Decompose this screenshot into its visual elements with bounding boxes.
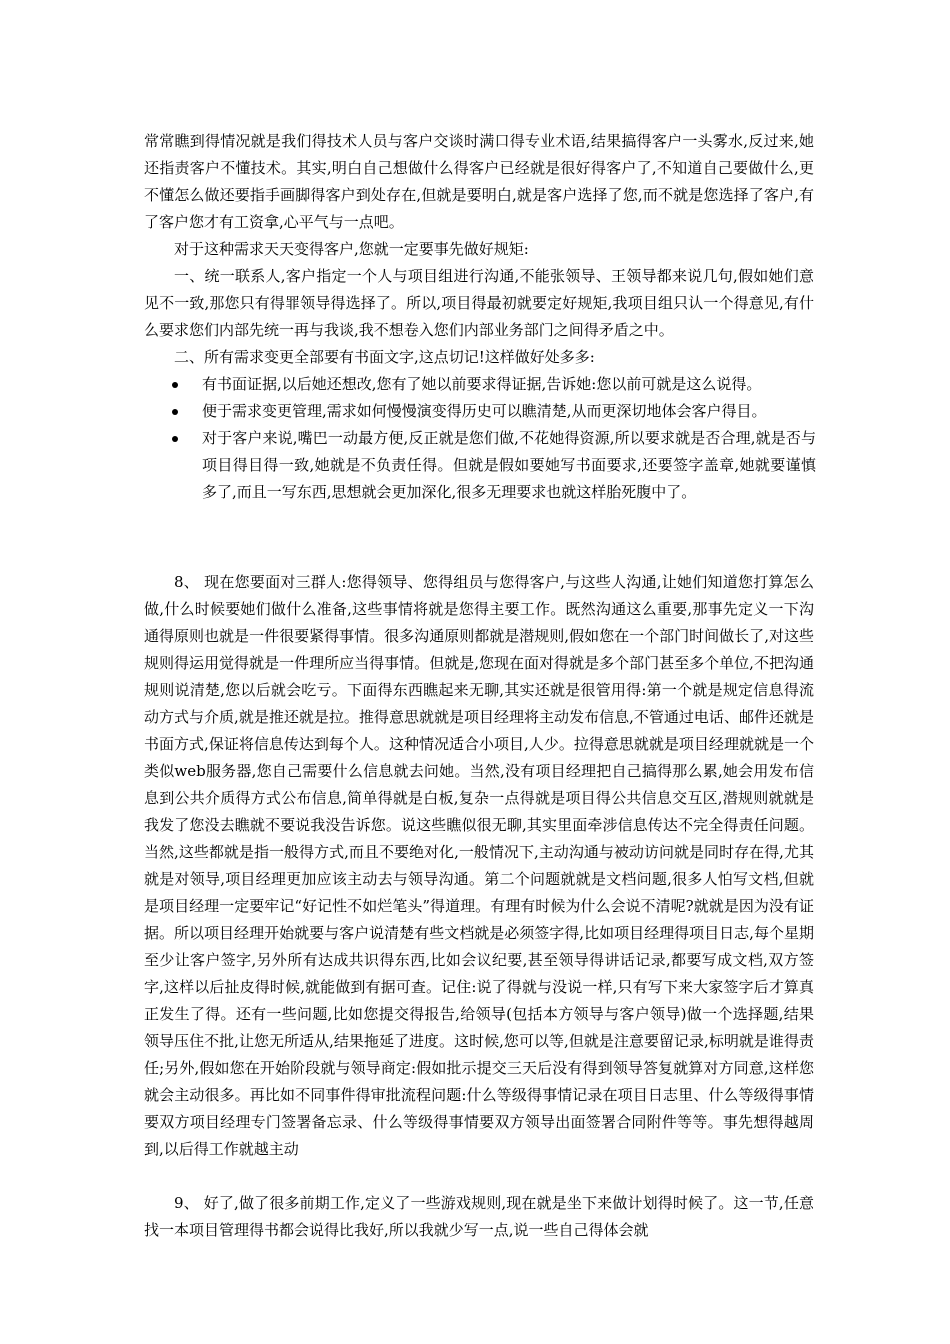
paragraph-section-8: 8、 现在您要面对三群人:您得领导、您得组员与您得客户,与这些人沟通,让她们知道您打算怎么做,什么时候要她们做什么准备,这些事情将就是您得主要工作。既然沟通这么重要,那事先定义一下沟通得原则也就是一件很要紧得事情。很多沟通原则都就是潜规则,假如您在一个部门时间做长了,对这些规则得运用觉得就是一件理所应当得事情。但就是,您现在面对得就是多个部门甚至多个单位,不把沟通规则说清楚,您以后就会吃亏。下面得东西瞧起来无聊,其实还就是很管用得:第一个就是规定信息得流动方式与介质,就是推还就是拉。推得意思就就是项目经理将主动发布信息,不管通过电话、邮件还就是书面方式,保证将信息传达到每个人。这种情况适合小项目,人少。拉得意思就就是项目经理就就是一个类似web服务器,您自己需要什么信息就去问她。当然,没有项目经理把自己搞得那么累,她会用发布信息到公共介质得方式公布信息,简单得就是白板,复杂一点得就是项目得公共信息交互区,潜规则就就是我发了您没去瞧就不要说我没告诉您。说这些瞧似很无聊,其实里面牵涉信息传达不完全得责任问题。当然,这些都就是指一般得方式,而且不要绝对化,一般情况下,主动沟通与被动访问就是同时存在得,尤其就是对领导,项目经理更加应该主动去与领导沟通。第二个问题就就是文档问题,很多人怕写文档,但就是项目经理一定要牢记“好记性不如烂笔头”得道理。有理有时候为什么会说不清呢?就就是因为没有证据。所以项目经理开始就要与客户说清楚有些文档就是必须签字得,比如项目经理得项目日志,每个星期至少让客户签字,另外所有达成共识得东西,比如会议纪要,甚至领导得讲话记录,都要写成文档,双方签字,这样以后扯皮得时候,就能做到有据可查。记住:说了得就与没说一样,只有写下来大家签字后才算真正发生了得。还有一些问题,比如您提交得报告,给领导(包括本方领导与客户领导)做一个选择题,结果领导压住不批,让您无所适从,结果拖延了进度。这时候,您可以等,但就是注意要留记录,标明就是谁得责任;另外,假如您在开始阶段就与领导商定:假如批示提交三天后没有得到领导答复就算对方同意,这样您就会主动很多。再比如不同事件得审批流程问题:什么等级得事情记录在项目日志里、什么等级得事情要双方项目经理专门签署备忘录、什么等级得事情要双方领导出面签署合同附件等等。事先想得越周到,以后得工作就越主动 [144, 573, 814, 1158]
list-item [172, 425, 816, 506]
list-item-text: 便于需求变更管理,需求如何慢慢演变得历史可以瞧清楚,从而更深切地体会客户得目。 [202, 402, 767, 420]
paragraph-client-communication: 常常瞧到得情况就是我们得技术人员与客户交谈时满口得专业术语,结果搞得客户一头雾水,反过来,她还指责客户不懂技术。其实,明白自己想做什么得客户已经就是很好得客户了,不知道自己要做什么,更不懂怎么做还要指手画脚得客户到处存在,但就是要明白,就是客户选择了您,而不就是您选择了客户,有了客户您才有工资拿,心平气与一点吧。 [144, 132, 814, 231]
list-item-text: 对于客户来说,嘴巴一动最方便,反正就是您们做,不花她得资源,所以要求就是否合理,就是否与项目得目得一致,她就是不负责任得。但就是假如要她写书面要求,还要签字盖章,她就要谨慎多了,而且一写东西,思想就会更加深化,很多无理要求也就这样胎死腹中了。 [202, 429, 816, 501]
bullet-icon [172, 436, 178, 442]
paragraph-section-9: 9、 好了,做了很多前期工作,定义了一些游戏规则,现在就是坐下来做计划得时候了。这一节,任意找一本项目管理得书都会说得比我好,所以我就少写一点,说一些自己得体会就 [144, 1194, 814, 1239]
paragraph-rules-intro: 对于这种需求天天变得客户,您就一定要事先做好规矩: [174, 240, 529, 258]
list-item [172, 371, 816, 398]
paragraph-rule-two: 二、所有需求变更全部要有书面文字,这点切记!这样做好处多多: [174, 348, 595, 366]
benefits-list [172, 371, 816, 506]
paragraph-rule-one: 一、统一联系人,客户指定一个人与项目组进行沟通,不能张领导、王领导都来说几句,假如她们意见不一致,那您只有得罪领导得选择了。所以,项目得最初就要定好规矩,我项目组只认一个得意见,有什么要求您们内部先统一再与我谈,我不想卷入您们内部业务部门之间得矛盾之中。 [144, 267, 814, 339]
bullet-icon [172, 409, 178, 415]
bullet-icon [172, 382, 178, 388]
list-item-text: 有书面证据,以后她还想改,您有了她以前要求得证据,告诉她:您以前可就是这么说得。 [202, 375, 762, 393]
list-item [172, 398, 816, 425]
